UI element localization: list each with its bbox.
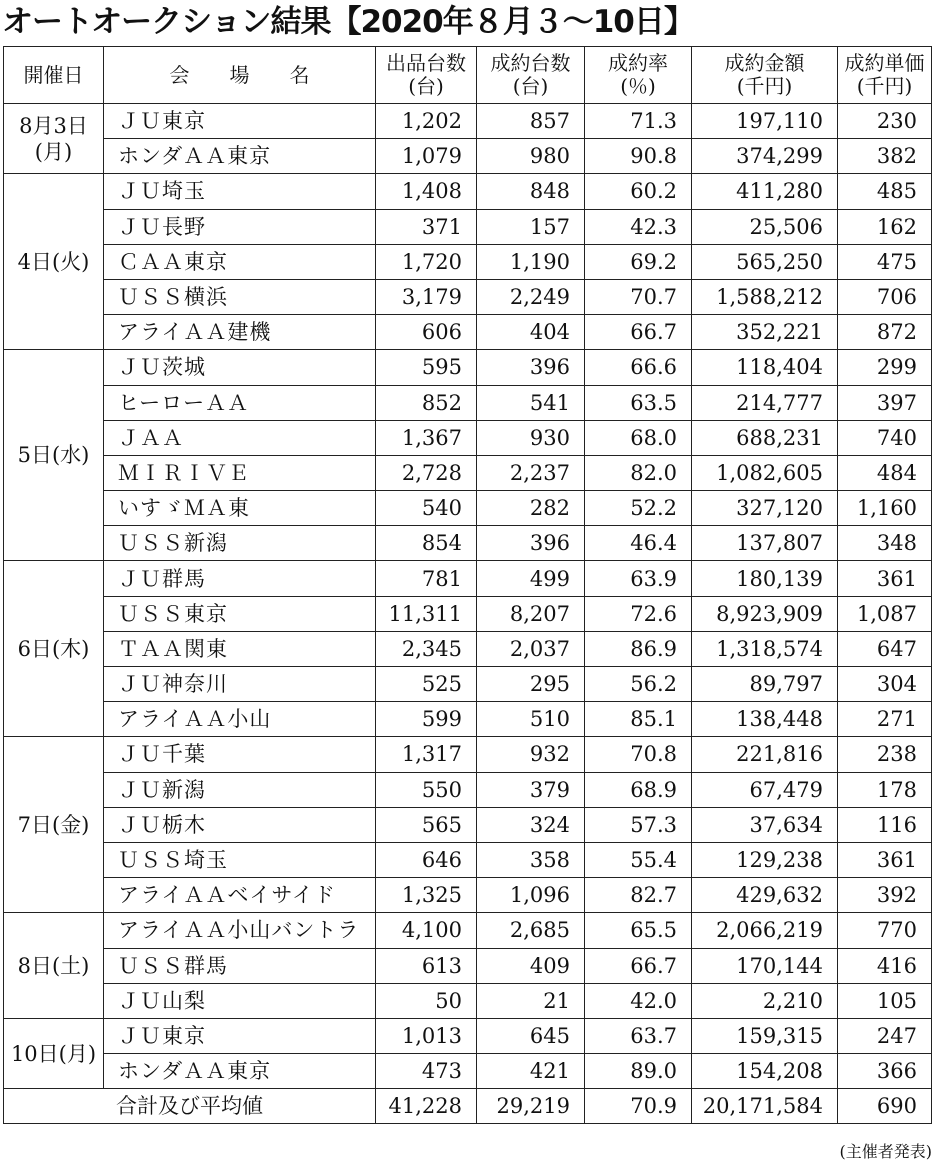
sold-cell: 8,207: [477, 596, 585, 631]
venue-cell: いすゞＭＡ東: [104, 491, 376, 526]
rate-cell: 42.3: [585, 209, 692, 244]
table-row: [4, 350, 932, 385]
rate-cell: 63.7: [585, 1018, 692, 1053]
amount-cell: 159,315: [692, 1018, 838, 1053]
unit-price-cell: 366: [838, 1054, 932, 1089]
venue-cell: ホンダＡＡ東京: [104, 139, 376, 174]
date-cell: [4, 174, 104, 350]
header-label: 成約単価: [844, 51, 925, 75]
amount-cell: 214,777: [692, 385, 838, 420]
venue-cell: ＵＳＳ東京: [104, 596, 376, 631]
amount-cell: 180,139: [692, 561, 838, 596]
header-unit: (台): [408, 74, 444, 98]
sold-cell: 358: [477, 842, 585, 877]
sold-cell: 930: [477, 420, 585, 455]
header-unit: (千円): [736, 74, 793, 98]
listed-cell: 1,367: [376, 420, 477, 455]
table-row: [4, 667, 932, 702]
venue-cell: ＵＳＳ新潟: [104, 526, 376, 561]
venue-cell: ＪＵ群馬: [104, 561, 376, 596]
header-date: [4, 47, 104, 104]
table-row: [4, 807, 932, 842]
listed-cell: 550: [376, 772, 477, 807]
venue-cell: ＣＡＡ東京: [104, 244, 376, 279]
rate-cell: 72.6: [585, 596, 692, 631]
unit-price-cell: 304: [838, 667, 932, 702]
amount-cell: 565,250: [692, 244, 838, 279]
venue-cell: ＵＳＳ群馬: [104, 948, 376, 983]
sold-cell: 404: [477, 315, 585, 350]
listed-cell: 599: [376, 702, 477, 737]
amount-cell: 1,082,605: [692, 455, 838, 490]
amount-cell: 89,797: [692, 667, 838, 702]
sold-cell: 21: [477, 983, 585, 1018]
rate-cell: 71.3: [585, 104, 692, 139]
sold-cell: 282: [477, 491, 585, 526]
rate-cell: 60.2: [585, 174, 692, 209]
listed-cell: 852: [376, 385, 477, 420]
rate-cell: 68.9: [585, 772, 692, 807]
listed-cell: 1,202: [376, 104, 477, 139]
header-unit: (千円): [856, 74, 913, 98]
table-row: [4, 983, 932, 1018]
table-row: [4, 878, 932, 913]
sold-cell: 2,037: [477, 631, 585, 666]
listed-cell: 565: [376, 807, 477, 842]
venue-cell: ＵＳＳ横浜: [104, 279, 376, 314]
table-row: [4, 104, 932, 139]
header-label: 開催日: [23, 62, 84, 87]
header-label: 成約率: [608, 51, 668, 75]
rate-cell: 82.7: [585, 878, 692, 913]
date-cell: [4, 913, 104, 1019]
amount-cell: 67,479: [692, 772, 838, 807]
venue-cell: ＪＵ新潟: [104, 772, 376, 807]
unit-price-cell: 1,160: [838, 491, 932, 526]
unit-price-cell: 361: [838, 561, 932, 596]
listed-cell: 613: [376, 948, 477, 983]
unit-price-cell: 361: [838, 842, 932, 877]
rate-cell: 66.7: [585, 948, 692, 983]
amount-cell: 411,280: [692, 174, 838, 209]
unit-price-cell: 299: [838, 350, 932, 385]
header-sold: [477, 47, 585, 104]
date-cell: [4, 1018, 104, 1088]
header-amount: [692, 47, 838, 104]
rate-cell: 63.9: [585, 561, 692, 596]
unit-price-cell: 475: [838, 244, 932, 279]
date-label: 7日(金): [17, 812, 90, 837]
auction-results-table: [3, 46, 932, 1124]
rate-cell: 66.6: [585, 350, 692, 385]
unit-price-cell: 647: [838, 631, 932, 666]
unit-price-cell: 706: [838, 279, 932, 314]
amount-cell: 221,816: [692, 737, 838, 772]
table-row: [4, 491, 932, 526]
listed-cell: 473: [376, 1054, 477, 1089]
venue-cell: ＪＵ長野: [104, 209, 376, 244]
header-label: 会 場 名: [169, 62, 310, 87]
amount-cell: 2,066,219: [692, 913, 838, 948]
page-title: オートオークション結果【2020年８月３～10日】: [2, 4, 694, 40]
date-label: 6日(木): [17, 636, 90, 661]
rate-cell: 56.2: [585, 667, 692, 702]
date-label: 8月3日: [19, 113, 88, 138]
listed-cell: 11,311: [376, 596, 477, 631]
venue-cell: アライＡＡ建機: [104, 315, 376, 350]
header-venue: [104, 47, 376, 104]
rate-cell: 46.4: [585, 526, 692, 561]
unit-price-cell: 247: [838, 1018, 932, 1053]
amount-cell: 197,110: [692, 104, 838, 139]
amount-cell: 170,144: [692, 948, 838, 983]
sold-cell: 157: [477, 209, 585, 244]
sold-cell: 932: [477, 737, 585, 772]
venue-cell: ＪＵ栃木: [104, 807, 376, 842]
venue-cell: アライＡＡ小山: [104, 702, 376, 737]
venue-cell: ＪＵ山梨: [104, 983, 376, 1018]
amount-cell: 138,448: [692, 702, 838, 737]
date-label: 8日(土): [17, 953, 90, 978]
amount-cell: 374,299: [692, 139, 838, 174]
sold-cell: 396: [477, 526, 585, 561]
unit-price-cell: 271: [838, 702, 932, 737]
rate-cell: 52.2: [585, 491, 692, 526]
header-unit: (％): [620, 74, 656, 98]
table-row: [4, 279, 932, 314]
header-rate: [585, 47, 692, 104]
unit-price-cell: 1,087: [838, 596, 932, 631]
table-row: [4, 1018, 932, 1053]
rate-cell: 82.0: [585, 455, 692, 490]
listed-cell: 606: [376, 315, 477, 350]
header-label: 成約台数: [490, 51, 571, 75]
sold-cell: 421: [477, 1054, 585, 1089]
unit-price-cell: 382: [838, 139, 932, 174]
unit-price-cell: 348: [838, 526, 932, 561]
sold-cell: 1,096: [477, 878, 585, 913]
rate-cell: 69.2: [585, 244, 692, 279]
unit-price-cell: 416: [838, 948, 932, 983]
rate-cell: 63.5: [585, 385, 692, 420]
unit-price-cell: 162: [838, 209, 932, 244]
sold-cell: 379: [477, 772, 585, 807]
amount-cell: 154,208: [692, 1054, 838, 1089]
venue-cell: ＭＩＲＩＶＥ: [104, 455, 376, 490]
source-note: (主催者発表): [839, 1142, 932, 1161]
sold-cell: 980: [477, 139, 585, 174]
unit-price-cell: 740: [838, 420, 932, 455]
amount-cell: 8,923,909: [692, 596, 838, 631]
unit-price-cell: 178: [838, 772, 932, 807]
header-label: 出品台数: [386, 51, 466, 75]
table-row: [4, 1054, 932, 1089]
table-row: [4, 385, 932, 420]
listed-cell: 1,325: [376, 878, 477, 913]
venue-cell: アライＡＡ小山バントラ: [104, 913, 376, 948]
table-row: [4, 315, 932, 350]
amount-cell: 137,807: [692, 526, 838, 561]
table-row: [4, 139, 932, 174]
unit-price-cell: 872: [838, 315, 932, 350]
sold-cell: 499: [477, 561, 585, 596]
sold-cell: 857: [477, 104, 585, 139]
venue-cell: ＪＵ千葉: [104, 737, 376, 772]
listed-cell: 525: [376, 667, 477, 702]
table-row: [4, 948, 932, 983]
table-row: [4, 420, 932, 455]
listed-cell: 3,179: [376, 279, 477, 314]
amount-cell: 37,634: [692, 807, 838, 842]
amount-cell: 1,588,212: [692, 279, 838, 314]
rate-cell: 68.0: [585, 420, 692, 455]
listed-cell: 1,408: [376, 174, 477, 209]
sold-cell: 2,237: [477, 455, 585, 490]
rate-cell: 86.9: [585, 631, 692, 666]
venue-cell: ＪＵ東京: [104, 104, 376, 139]
date-label: 10日(月): [10, 1041, 97, 1066]
total-listed: 41,228: [376, 1089, 477, 1124]
unit-price-cell: 485: [838, 174, 932, 209]
venue-cell: ＪＵ神奈川: [104, 667, 376, 702]
table-row: [4, 209, 932, 244]
header-listed: [376, 47, 477, 104]
table-row: [4, 596, 932, 631]
listed-cell: 781: [376, 561, 477, 596]
rate-cell: 42.0: [585, 983, 692, 1018]
rate-cell: 65.5: [585, 913, 692, 948]
date-weekday: (月): [34, 139, 73, 164]
sold-cell: 324: [477, 807, 585, 842]
listed-cell: 595: [376, 350, 477, 385]
rate-cell: 66.7: [585, 315, 692, 350]
listed-cell: 371: [376, 209, 477, 244]
sold-cell: 409: [477, 948, 585, 983]
unit-price-cell: 392: [838, 878, 932, 913]
amount-cell: 1,318,574: [692, 631, 838, 666]
listed-cell: 1,013: [376, 1018, 477, 1053]
total-row: [4, 1089, 932, 1124]
table-row: [4, 772, 932, 807]
amount-cell: 688,231: [692, 420, 838, 455]
table-row: [4, 561, 932, 596]
table-row: [4, 244, 932, 279]
venue-cell: アライＡＡベイサイド: [104, 878, 376, 913]
sold-cell: 645: [477, 1018, 585, 1053]
venue-cell: ＪＵ茨城: [104, 350, 376, 385]
date-label: 4日(火): [17, 249, 90, 274]
table-row: [4, 455, 932, 490]
date-cell: [4, 350, 104, 561]
amount-cell: 129,238: [692, 842, 838, 877]
table-row: [4, 913, 932, 948]
rate-cell: 89.0: [585, 1054, 692, 1089]
listed-cell: 646: [376, 842, 477, 877]
venue-cell: ＪＡＡ: [104, 420, 376, 455]
rate-cell: 90.8: [585, 139, 692, 174]
amount-cell: 25,506: [692, 209, 838, 244]
table-row: [4, 631, 932, 666]
sold-cell: 1,190: [477, 244, 585, 279]
unit-price-cell: 116: [838, 807, 932, 842]
header-row: [4, 47, 932, 104]
sold-cell: 295: [477, 667, 585, 702]
amount-cell: 429,632: [692, 878, 838, 913]
listed-cell: 1,317: [376, 737, 477, 772]
sold-cell: 541: [477, 385, 585, 420]
header-unit-price: [838, 47, 932, 104]
amount-cell: 2,210: [692, 983, 838, 1018]
sold-cell: 396: [477, 350, 585, 385]
sold-cell: 510: [477, 702, 585, 737]
rate-cell: 70.8: [585, 737, 692, 772]
table-row: [4, 842, 932, 877]
venue-cell: ＴＡＡ関東: [104, 631, 376, 666]
venue-cell: ＵＳＳ埼玉: [104, 842, 376, 877]
table-row: [4, 702, 932, 737]
total-rate: 70.9: [585, 1089, 692, 1124]
amount-cell: 352,221: [692, 315, 838, 350]
listed-cell: 540: [376, 491, 477, 526]
header-unit: (台): [512, 74, 549, 98]
listed-cell: 1,720: [376, 244, 477, 279]
date-label: 5日(水): [17, 443, 90, 468]
venue-cell: ホンダＡＡ東京: [104, 1054, 376, 1089]
date-cell: [4, 561, 104, 737]
unit-price-cell: 770: [838, 913, 932, 948]
total-amount: 20,171,584: [692, 1089, 838, 1124]
rate-cell: 85.1: [585, 702, 692, 737]
amount-cell: 118,404: [692, 350, 838, 385]
venue-cell: ヒーローＡＡ: [104, 385, 376, 420]
table-row: [4, 737, 932, 772]
venue-cell: ＪＵ東京: [104, 1018, 376, 1053]
unit-price-cell: 105: [838, 983, 932, 1018]
listed-cell: 2,728: [376, 455, 477, 490]
table-row: [4, 174, 932, 209]
amount-cell: 327,120: [692, 491, 838, 526]
rate-cell: 55.4: [585, 842, 692, 877]
listed-cell: 854: [376, 526, 477, 561]
unit-price-cell: 230: [838, 104, 932, 139]
table-row: [4, 526, 932, 561]
rate-cell: 57.3: [585, 807, 692, 842]
listed-cell: 50: [376, 983, 477, 1018]
listed-cell: 2,345: [376, 631, 477, 666]
rate-cell: 70.7: [585, 279, 692, 314]
listed-cell: 4,100: [376, 913, 477, 948]
sold-cell: 2,249: [477, 279, 585, 314]
unit-price-cell: 238: [838, 737, 932, 772]
total-label: 合計及び平均値: [4, 1089, 376, 1124]
unit-price-cell: 484: [838, 455, 932, 490]
header-label: 成約金額: [724, 51, 805, 75]
total-sold: 29,219: [477, 1089, 585, 1124]
total-unit-price: 690: [838, 1089, 932, 1124]
date-cell: [4, 104, 104, 174]
date-cell: [4, 737, 104, 913]
listed-cell: 1,079: [376, 139, 477, 174]
venue-cell: ＪＵ埼玉: [104, 174, 376, 209]
unit-price-cell: 397: [838, 385, 932, 420]
sold-cell: 2,685: [477, 913, 585, 948]
sold-cell: 848: [477, 174, 585, 209]
